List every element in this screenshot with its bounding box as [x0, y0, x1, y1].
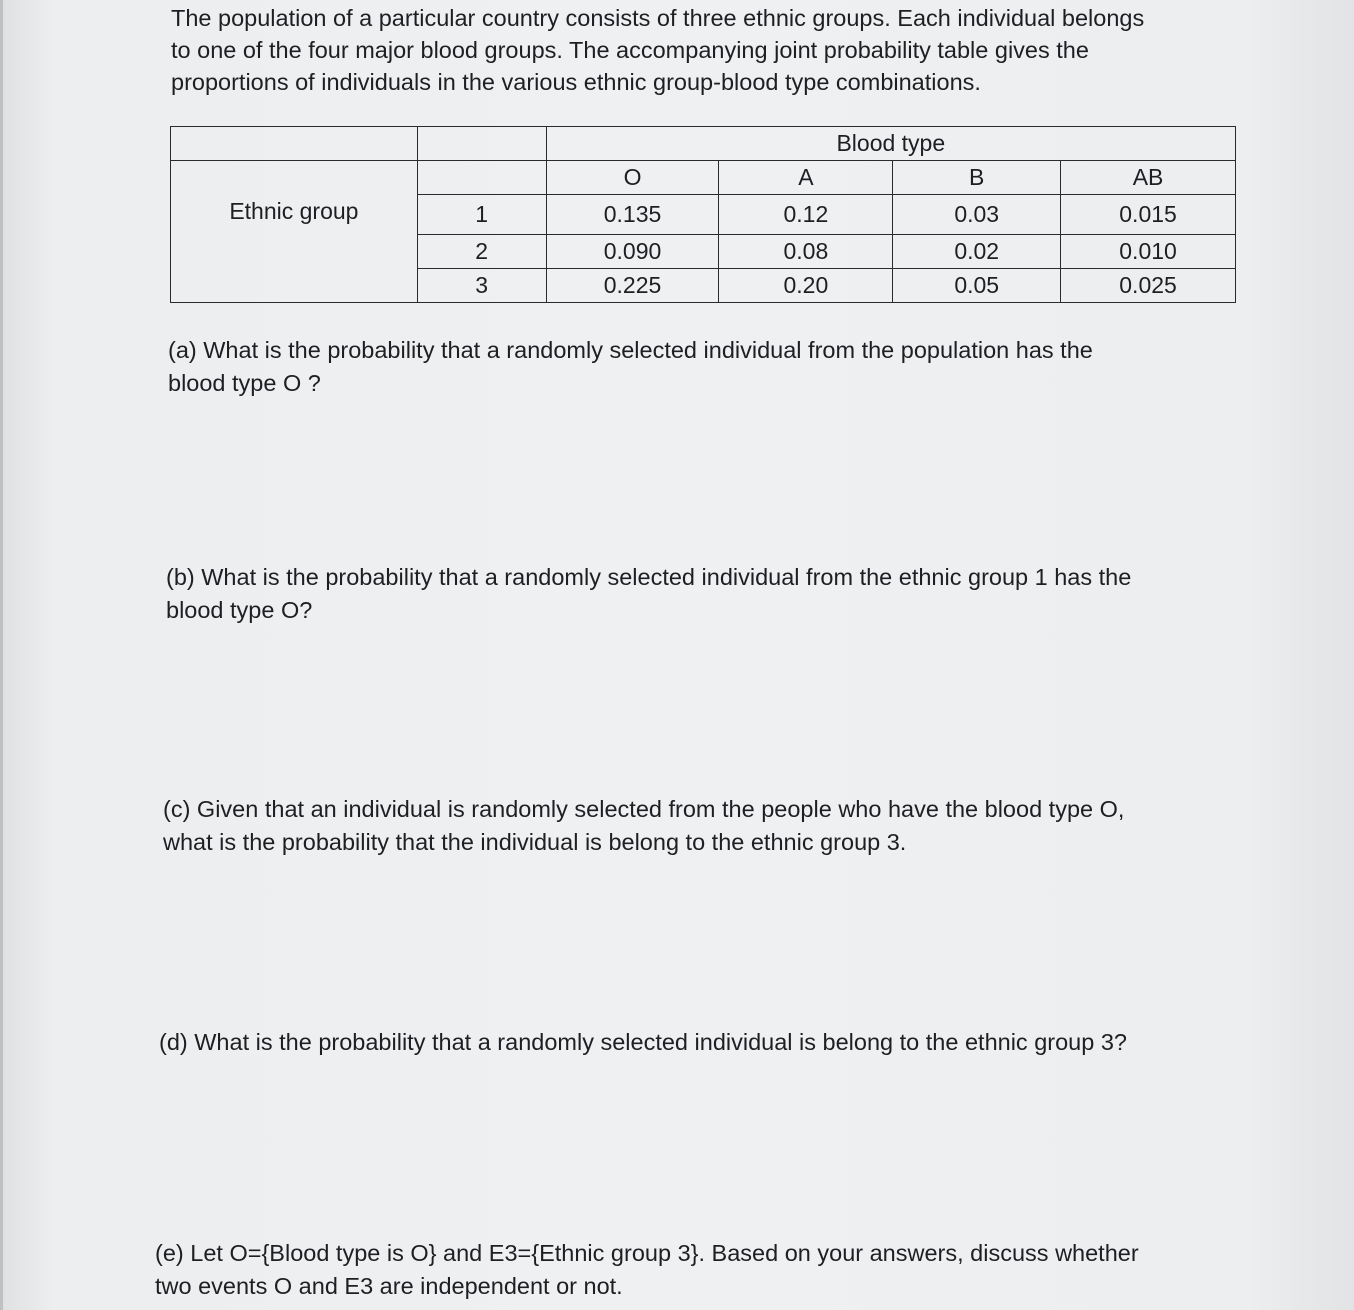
intro-line: The population of a particular country consists of three ethnic groups. Each individual belongs	[171, 5, 1145, 31]
table-cell: 0.05	[893, 269, 1061, 303]
table-cell: 0.090	[546, 235, 719, 269]
question-line: (d) What is the probability that a randomly selected individual is belong to the ethnic group 3?	[159, 1029, 1127, 1055]
column-header-a: A	[719, 161, 893, 195]
ethnic-group-text: Ethnic group	[229, 198, 359, 224]
ethnic-group-label	[171, 161, 418, 303]
page-edge	[0, 0, 3, 1310]
intro-line: proportions of individuals in the various ethnic group-blood type combinations.	[171, 69, 981, 95]
table-cell: 0.03	[893, 195, 1061, 235]
empty-cell	[171, 127, 418, 161]
column-header-ab: AB	[1061, 161, 1236, 195]
problem-intro	[171, 2, 1261, 98]
table-cell: 0.025	[1061, 269, 1236, 303]
joint-probability-table	[170, 126, 1236, 303]
question-line: (b) What is the probability that a randomly selected individual from the ethnic group 1 has the	[166, 564, 1132, 590]
group-number: 2	[417, 235, 546, 269]
question-line: blood type O?	[166, 597, 313, 623]
empty-cell	[417, 161, 546, 195]
table-cell: 0.015	[1061, 195, 1236, 235]
table-cell: 0.12	[719, 195, 893, 235]
question-a	[168, 334, 1093, 400]
table-cell: 0.135	[546, 195, 719, 235]
question-b	[166, 561, 1131, 627]
question-d	[159, 1026, 1127, 1059]
column-header-b: B	[893, 161, 1061, 195]
table-cell: 0.20	[719, 269, 893, 303]
table-cell: 0.02	[893, 235, 1061, 269]
table-cell: 0.08	[719, 235, 893, 269]
question-line: (a) What is the probability that a randomly selected individual from the population has the	[168, 337, 1093, 363]
question-e	[155, 1237, 1139, 1303]
question-line: two events O and E3 are independent or not.	[155, 1273, 623, 1299]
column-label-row	[171, 161, 1236, 195]
question-line: what is the probability that the individual is belong to the ethnic group 3.	[163, 829, 907, 855]
empty-cell	[417, 127, 546, 161]
question-line: (e) Let O={Blood type is O} and E3={Ethnic group 3}. Based on your answers, discuss whether	[155, 1240, 1139, 1266]
group-number: 3	[417, 269, 546, 303]
blood-type-header: Blood type	[546, 127, 1235, 161]
group-number: 1	[417, 195, 546, 235]
question-line: blood type O ?	[168, 370, 321, 396]
column-header-o: O	[546, 161, 719, 195]
table-cell: 0.225	[546, 269, 719, 303]
intro-line: to one of the four major blood groups. The accompanying joint probability table gives the	[171, 37, 1089, 63]
question-line: (c) Given that an individual is randomly selected from the people who have the blood type O,	[163, 796, 1125, 822]
table-cell: 0.010	[1061, 235, 1236, 269]
table-header-row	[171, 127, 1236, 161]
question-c	[163, 793, 1124, 859]
